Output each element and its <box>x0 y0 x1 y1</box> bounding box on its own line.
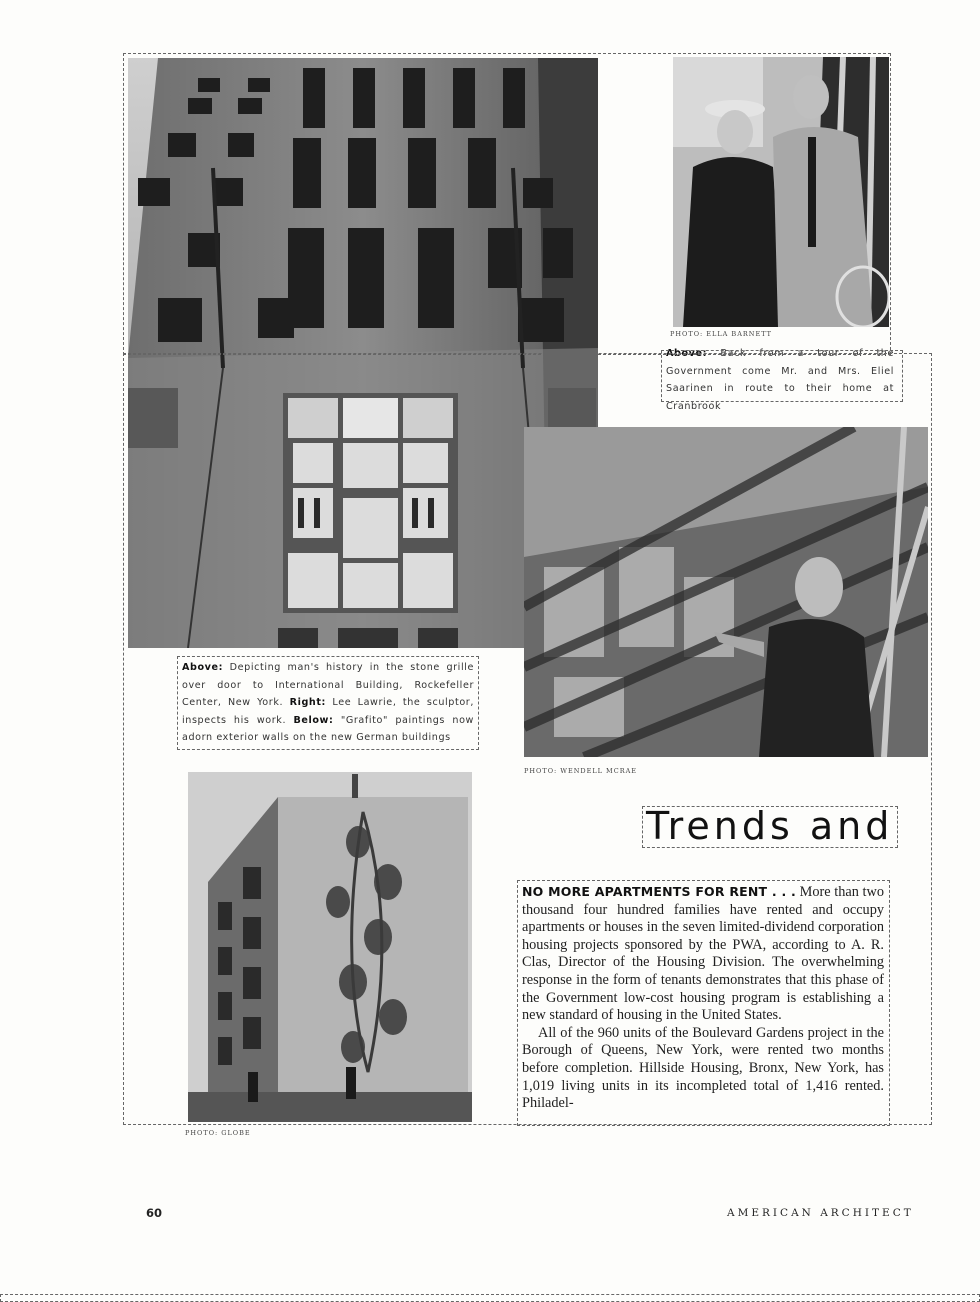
article-paragraph-1 <box>522 883 884 1025</box>
sculptor-photo <box>524 427 928 757</box>
magazine-name: AMERICAN ARCHITECT <box>727 1207 914 1219</box>
housing-photo <box>188 772 472 1122</box>
caption-label-below: Below: <box>293 714 334 726</box>
caption-label-right: Right: <box>289 697 326 709</box>
article-paragraph-2: All of the 960 units of the Boulevard Gardens project in the Borough of Queens, New York, were rented two months before completion. Hillside Housing, Bronx, New York, has 1,019 living units in its incompleted total of 1,416 rented. Philadel- <box>522 1024 884 1112</box>
portrait-caption <box>666 345 894 415</box>
caption-below-text: "Grafito" paintings now adorn exterior walls on the new German buildings <box>182 714 474 744</box>
caption-right-text: Lee Lawrie, the sculptor, inspects his work. <box>182 697 474 726</box>
article-paragraph-1-text: More than two thousand four hundred families have rented and occupy apartments or houses in the seven limited-dividend corporation housing projects sponsored by the PWA, according to A. R. Clas, Director of the Housing Division. The overwhelming response in the form of tenants demonstrates that this phase of the Government low-cost housing program is establishing a new standard of housing in the United States. <box>522 884 884 1024</box>
caption-above-text: Depicting man's history in the stone grille over door to International Building, Rockefeller Center, New York. <box>182 662 474 709</box>
caption-label-above: Above: <box>666 348 708 359</box>
portrait-photo-credit: PHOTO: ELLA BARNETT <box>670 330 773 338</box>
saarinen-portrait-photo <box>673 57 889 327</box>
article-headline: Trends and <box>646 804 894 848</box>
portrait-caption-text: Back from a tour of the Government come Mr. and Mrs. Eliel Saarinen in route to their home at Cranbrook <box>666 348 894 412</box>
article-lead: NO MORE APARTMENTS FOR RENT . . . <box>522 884 797 899</box>
grille-caption <box>182 659 474 747</box>
caption-label-above-2: Above: <box>182 662 224 673</box>
housing-photo-credit: PHOTO: GLOBE <box>185 1129 251 1137</box>
layout-guide-footer <box>0 1294 980 1302</box>
article-body <box>522 883 884 1113</box>
page-number: 60 <box>146 1206 163 1220</box>
sculptor-photo-credit: PHOTO: WENDELL MCRAE <box>524 767 638 775</box>
